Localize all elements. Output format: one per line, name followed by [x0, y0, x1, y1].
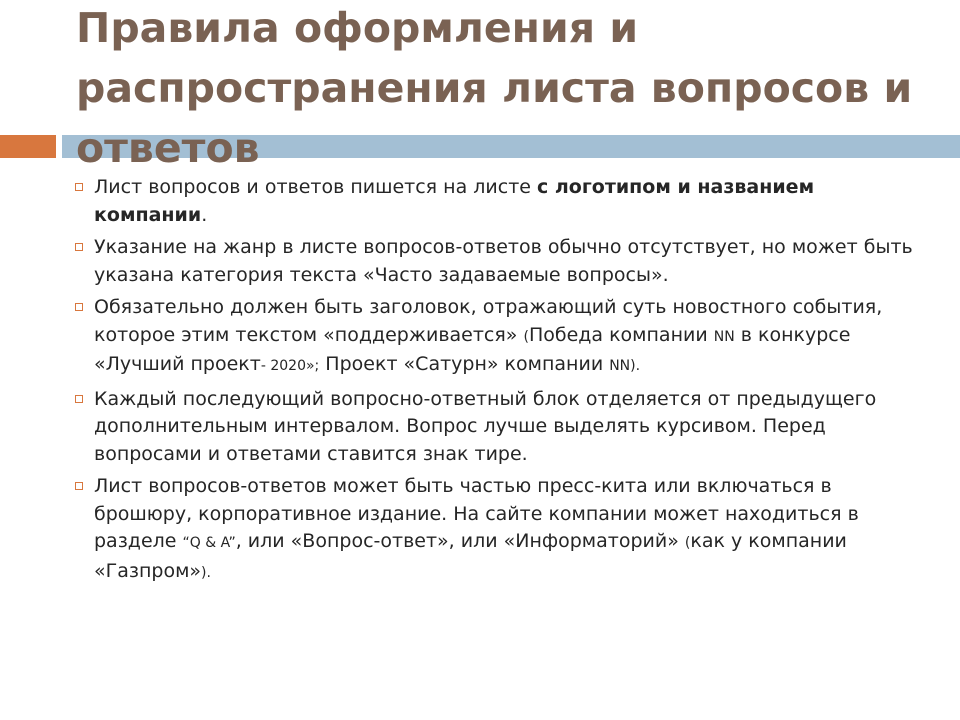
bullet-item-3	[74, 294, 924, 381]
bullet-5-text-2: , или «Вопрос-ответ», или «Информаторий»	[235, 530, 685, 552]
bullet-5-paren-open: (	[684, 535, 691, 551]
bullet-1-end: .	[201, 203, 208, 226]
slide-title: Правила оформления и распространения листа вопросов и ответов	[76, 4, 913, 172]
bullet-1-bold: с логотипом и названием компании	[94, 176, 815, 226]
bullet-3-text-3: в конкурсе «Лучший проект	[94, 323, 851, 375]
bullet-3-nn-1: NN	[713, 328, 735, 345]
bullet-3-nn-2: NN	[609, 358, 631, 374]
bullet-item-1	[74, 174, 924, 229]
bullet-3-text-4: Проект «Сатурн» компании	[319, 353, 610, 375]
bullet-item-5	[74, 473, 924, 587]
bullet-item-2	[74, 234, 924, 289]
bullet-list	[74, 174, 924, 592]
bullet-1-text: Лист вопросов и ответов пишется на листе	[94, 176, 537, 198]
bullet-3-text: Обязательно должен быть заголовок, отражающий суть новостного события, которое этим текстом «поддерживается»	[94, 296, 883, 346]
accent-bar-orange	[0, 135, 56, 158]
bullet-2-text: Указание на жанр в листе вопросов-ответов обычно отсутствует, но может быть указана категория текста «Часто задаваемые вопросы».	[94, 236, 913, 286]
bullet-5-end: ).	[201, 564, 211, 581]
bullet-5-text-3: как у компании «Газпром»	[94, 530, 847, 582]
bullet-3-text-2: Победа компании	[528, 323, 714, 346]
bullet-4-text: Каждый последующий вопросно-ответный блок отделяется от предыдущего дополнительным интервалом. Вопрос лучше выделять курсивом. Перед вопросами и ответами ставится знак тире.	[94, 387, 877, 465]
bullet-5-qa: “Q & A”	[182, 535, 236, 551]
bullet-3-end: ).	[630, 358, 641, 374]
bullet-3-year: - 2020»;	[260, 358, 320, 374]
bullet-5-text: Лист вопросов-ответов может быть частью пресс-кита или включаться в брошюру, корпоративное издание. На сайте компании может находиться в разделе	[94, 475, 859, 552]
bullet-item-4	[74, 386, 924, 469]
bullet-3-paren-open: (	[523, 328, 529, 345]
